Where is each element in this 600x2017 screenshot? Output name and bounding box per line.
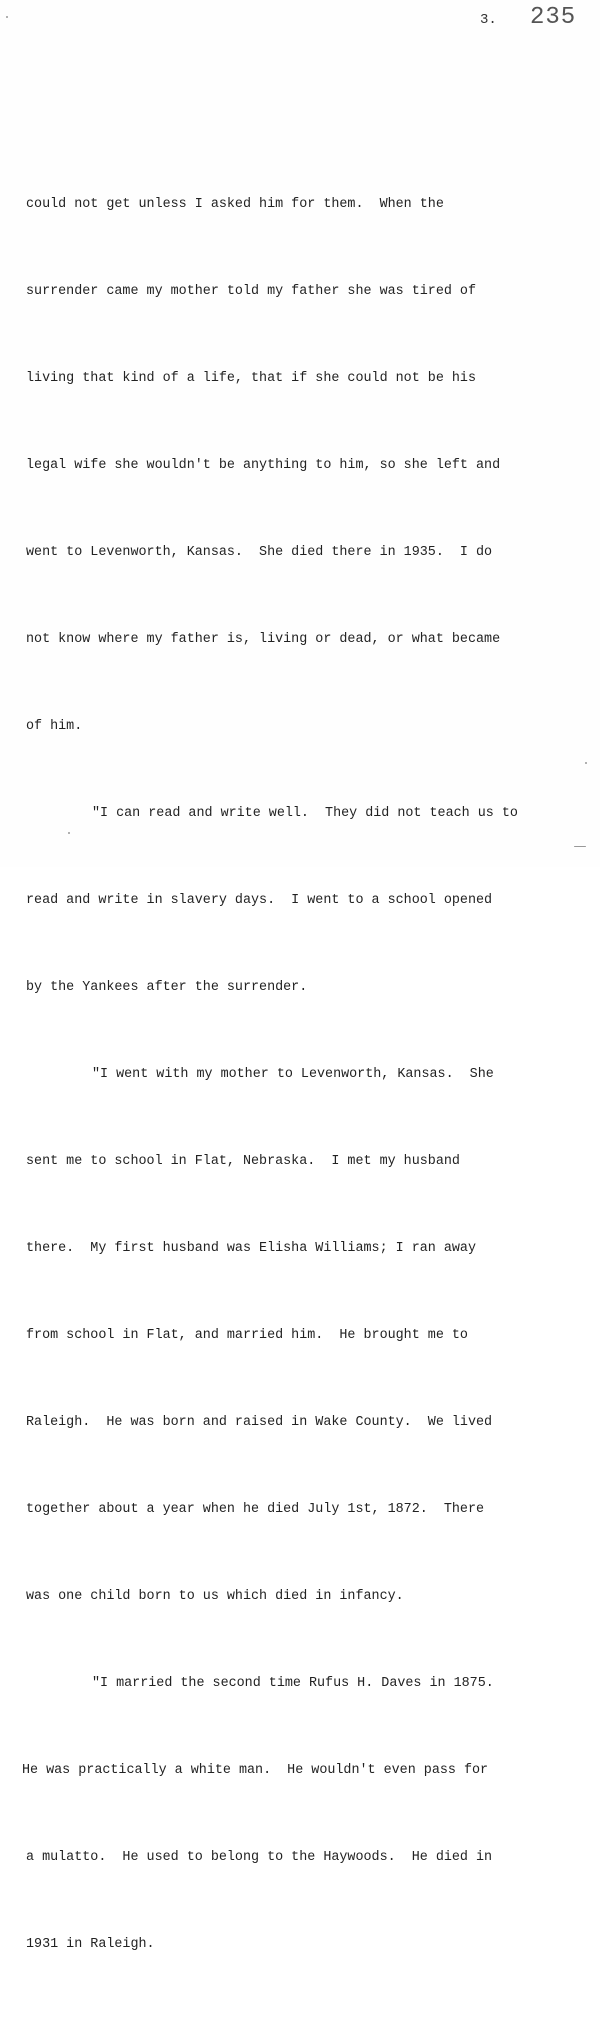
text-line: Raleigh. He was born and raised in Wake County. We lived xyxy=(26,1415,493,1430)
paragraph-start-line: "I went with my mother to Levenworth, Kansas. She xyxy=(92,1067,494,1082)
text-line: went to Levenworth, Kansas. She died there in 1935. I do xyxy=(26,545,493,560)
text-line: surrender came my mother told my father she was tired of xyxy=(26,284,476,299)
scan-speck xyxy=(585,762,587,764)
scan-speck xyxy=(574,846,586,847)
paragraph-start-line: "I married the second time Rufus H. Daves in 1875. xyxy=(92,1676,494,1691)
text-line: not know where my father is, living or dead, or what became xyxy=(26,632,501,647)
text-line: there. My first husband was Elisha Williams; I ran away xyxy=(26,1241,476,1256)
text-line: from school in Flat, and married him. He brought me to xyxy=(26,1328,468,1343)
text-line: 1931 in Raleigh. xyxy=(26,1937,155,1952)
text-line: read and write in slavery days. I went to a school opened xyxy=(26,893,493,908)
text-line: of him. xyxy=(26,719,83,734)
text-line: was one child born to us which died in infancy. xyxy=(26,1589,404,1604)
text-line: living that kind of a life, that if she could not be his xyxy=(26,371,476,386)
stamped-page-number: 235 xyxy=(530,4,577,31)
text-line: together about a year when he died July 1st, 1872. There xyxy=(26,1502,485,1517)
text-line: could not get unless I asked him for them. When the xyxy=(26,197,444,212)
text-line: sent me to school in Flat, Nebraska. I met my husband xyxy=(26,1154,460,1169)
scan-speck xyxy=(6,16,8,18)
paragraph-start-line: "I can read and write well. They did not teach us to xyxy=(92,806,518,821)
typed-body-text xyxy=(22,132,586,2017)
text-line: legal wife she wouldn't be anything to him, so she left and xyxy=(26,458,501,473)
page-number: 3. xyxy=(480,12,497,28)
text-line: by the Yankees after the surrender. xyxy=(26,980,308,995)
text-line: a mulatto. He used to belong to the Haywoods. He died in xyxy=(26,1850,493,1865)
scan-speck xyxy=(68,832,70,834)
text-line: He was practically a white man. He wouldn't even pass for xyxy=(22,1763,489,1778)
